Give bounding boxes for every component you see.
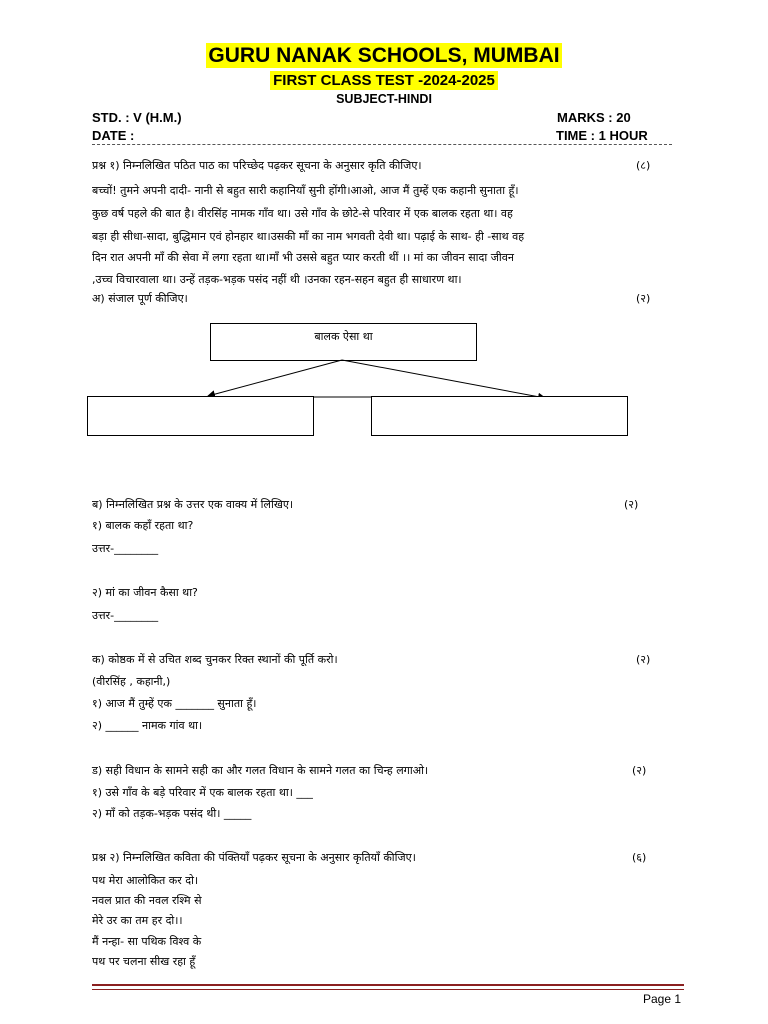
q2-heading: प्रश्न २) निम्नलिखित कविता की पंक्तियाँ पढ़कर सूचना के अनुसार कृतियाँ कीजिए।	[92, 851, 416, 864]
passage-line: बच्चों! तुमने अपनी दादी- नानी से बहुत सारी कहानियाँ सुनी होंगी।आओ, आज मैं तुम्हें एक कहानी सुनाता हूँ।	[92, 184, 519, 197]
poem-line: मेरे उर का तम हर दो।।	[92, 914, 183, 927]
footer-rule-thin	[92, 989, 684, 990]
passage-line: बड़ा ही सीधा-सादा, बुद्धिमान एवं होनहार था।उसकी माँ का नाम भगवती देवी था। पढ़ाई के साथ- ही -साथ वह	[92, 230, 525, 243]
q1c-sentence-1: १) आज मैं तुम्हें एक _______ सुनाता हूँ।	[92, 697, 257, 710]
q2-marks: (६)	[632, 851, 647, 864]
test-title: FIRST CLASS TEST -2024-2025	[0, 70, 768, 89]
q1d-statement-2: २) माँ को तड़क-भड़क पसंद थी। _____	[92, 807, 252, 820]
footer-rule	[92, 984, 684, 986]
page-number: Page 1	[643, 992, 682, 1006]
q1c-label: क) कोष्ठक में से उचित शब्द चुनकर रिक्त स्थानों की पूर्ति करो।	[92, 653, 338, 666]
q1a-marks: (२)	[636, 292, 651, 305]
q1b-marks: (२)	[624, 498, 639, 511]
time-label: TIME : 1 HOUR	[556, 128, 648, 143]
q1b-answer-2: उत्तर-________	[92, 609, 159, 622]
std-label: STD. : V (H.M.)	[92, 110, 182, 125]
q1b-question-2: २) मां का जीवन कैसा था?	[92, 586, 198, 599]
passage-line: दिन रात अपनी माँ की सेवा में लगा रहता था।माँ भी उससे बहुत प्यार करती थीं ।। मां का जीवन सादा जीवन	[92, 251, 514, 264]
school-name: GURU NANAK SCHOOLS, MUMBAI	[208, 44, 560, 67]
q1b-question-1: १) बालक कहाँ रहता था?	[92, 519, 194, 532]
web-center-label: बालक ऐसा था	[314, 330, 373, 343]
q1c-marks: (२)	[636, 653, 651, 666]
q1-heading: प्रश्न १) निम्नलिखित पठित पाठ का परिच्छेद पढ़कर सूचना के अनुसार कृति कीजिए।	[92, 159, 422, 172]
q1c-sentence-2: २) ______ नामक गांव था।	[92, 719, 203, 732]
q1d-label: ड) सही विधान के सामने सही का और गलत विधान के सामने गलत का चिन्ह लगाओ।	[92, 764, 429, 777]
q1-marks: (८)	[636, 159, 651, 172]
q1c-options: (वीरसिंह , कहानी,)	[92, 675, 171, 688]
q1b-label: ब) निम्नलिखित प्रश्न के उत्तर एक वाक्य में लिखिए।	[92, 498, 294, 511]
q1b-answer-1: उत्तर-________	[92, 542, 159, 555]
poem-line: पथ पर चलना सीख रहा हूँ	[92, 955, 196, 968]
web-answer-box-right[interactable]	[371, 396, 628, 436]
web-answer-box-left[interactable]	[87, 396, 314, 436]
subject-label: SUBJECT-HINDI	[336, 92, 432, 106]
poem-line: पथ मेरा आलोकित कर दो।	[92, 874, 199, 887]
passage-line: कुछ वर्ष पहले की बात है। वीरसिंह नामक गाँव था। उसे गाँव के छोटे-से परिवार में एक बालक रहता था। वह	[92, 207, 513, 220]
marks-label: MARKS : 20	[557, 110, 631, 125]
poem-line: नवल प्रात की नवल रश्मि से	[92, 894, 202, 907]
date-label: DATE :	[92, 128, 135, 143]
q1a-label: अ) संजाल पूर्ण कीजिए।	[92, 292, 188, 305]
q1d-statement-1: १) उसे गाँव के बड़े परिवार में एक बालक रहता था। ___	[92, 786, 313, 799]
passage-line: ,उच्च विचारवाला था। उन्हें तड़क-भड़क पसंद नहीं थी ।उनका रहन-सहन बहुत ही साधारण था।	[92, 273, 462, 286]
q1d-marks: (२)	[632, 764, 647, 777]
poem-line: मैं नन्हा- सा पथिक विश्व के	[92, 935, 202, 948]
